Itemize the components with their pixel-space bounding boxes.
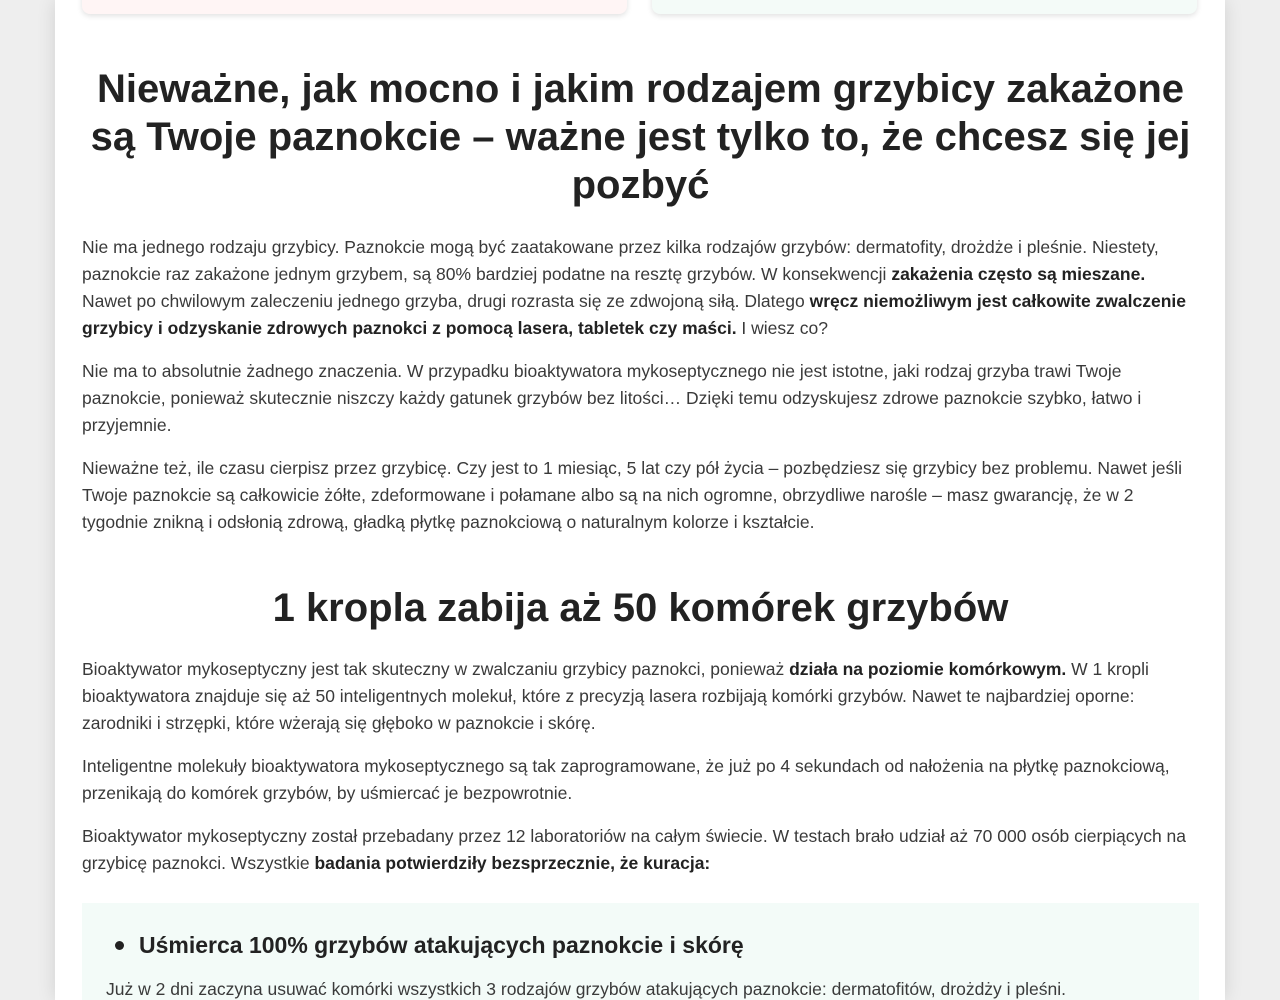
paragraph-no-matter: Nie ma to absolutnie żadnego znaczenia. W przypadku bioaktywatora mykoseptycznego nie jest istotne, jaki rodzaj grzyba trawi Twoje paznokcie, ponieważ skutecznie niszczy każdy gatunek grzybów bez litości… Dzięki temu odzyskujesz zdrowe paznokcie szybko, łatwo i przyjemnie. xyxy=(82,361,1142,435)
paragraph-fungus-types xyxy=(82,234,1199,342)
paragraph-duration: Nieważne też, ile czasu cierpisz przez grzybicę. Czy jest to 1 miesiąc, 5 lat czy pół życia – pozbędziesz się grzybicy bez problemu. Nawet jeśli Twoje paznokcie są całkowicie żółte, zdeformowane i połamane albo są na nich ogromne, obrzydliwe narośle – masz gwarancję, że w 2 tygodnie znikną i odsłonią zdrową, gładką płytkę paznokciową o naturalnym kolorze i kształcie. xyxy=(82,458,1183,532)
benefit-description: Już w 2 dni zaczyna usuwać komórki wszystkich 3 rodzajów grzybów atakujących paznokcie: dermatofitów, drożdży i pleśni. xyxy=(106,979,1066,999)
bullet-icon xyxy=(115,941,124,950)
bold-studies-confirmed: badania potwierdziły bezsprzecznie, że kuracja: xyxy=(314,853,711,873)
top-card-left xyxy=(82,0,627,14)
paragraph-molecules: Inteligentne molekuły bioaktywatora mykoseptycznego są tak zaprogramowane, że już po 4 sekundach od nałożenia na płytkę paznokciową, przenikają do komórek grzybów, by uśmiercać je bezpowrotnie. xyxy=(82,756,1170,803)
section-heading-one-drop: 1 kropla zabija aż 50 komórek grzybów xyxy=(272,586,1009,630)
bold-mixed-infections: zakażenia często są mieszane. xyxy=(891,264,1146,284)
text-segment: Nie ma jednego rodzaju grzybicy. Paznokcie mogą być zaatakowane przez kilka rodzajów grzybów: dermatofity, drożdże i pleśnie. Niestety, paznokcie raz zakażone jednym grzybem, są 80% bardziej podatne na resztę grzybów. W konsekwencji xyxy=(82,237,1159,284)
section-heading-fungus-types: Nieważne, jak mocno i jakim rodzajem grzybicy zakażone są Twoje paznokcie – ważne jest tylko to, że chcesz się jej pozbyć xyxy=(90,67,1191,207)
benefit-title: Uśmierca 100% grzybów atakujących paznokcie i skórę xyxy=(139,932,744,958)
article-page xyxy=(55,0,1225,1000)
benefit-item xyxy=(115,929,1175,961)
text-segment: I wiesz co? xyxy=(736,318,828,338)
article-content xyxy=(82,60,1199,1000)
bold-cellular-level: działa na poziomie komórkowym. xyxy=(789,659,1067,679)
text-segment: Bioaktywator mykoseptyczny został przebadany przez 12 laboratoriów na całym świecie. W testach brało udział aż 70 000 osób cierpiących na grzybicę paznokci. Wszystkie xyxy=(82,826,1187,873)
benefit-box xyxy=(82,903,1199,1000)
text-segment: Nawet po chwilowym zaleczeniu jednego grzyba, drugi rozrasta się ze zdwojoną siłą. Dlatego xyxy=(82,291,810,311)
text-segment: Bioaktywator mykoseptyczny jest tak skuteczny w zwalczaniu grzybicy paznokci, ponieważ xyxy=(82,659,790,679)
text-segment: W 1 kropli bioaktywatora znajduje się aż 50 inteligentnych molekuł, które z precyzją lasera rozbijają komórki grzybów. Nawet te najbardziej oporne: zarodniki i strzępki, które wżerają się głęboko w paznokcie i skórę. xyxy=(82,659,1149,733)
bold-impossible-cure: wręcz niemożliwym jest całkowite zwalczenie grzybicy i odzyskanie zdrowych paznokci z pomocą lasera, tabletek czy maści. xyxy=(82,291,1186,338)
paragraph-laboratories xyxy=(82,823,1199,877)
paragraph-cellular-level xyxy=(82,656,1199,737)
top-card-right xyxy=(652,0,1197,14)
